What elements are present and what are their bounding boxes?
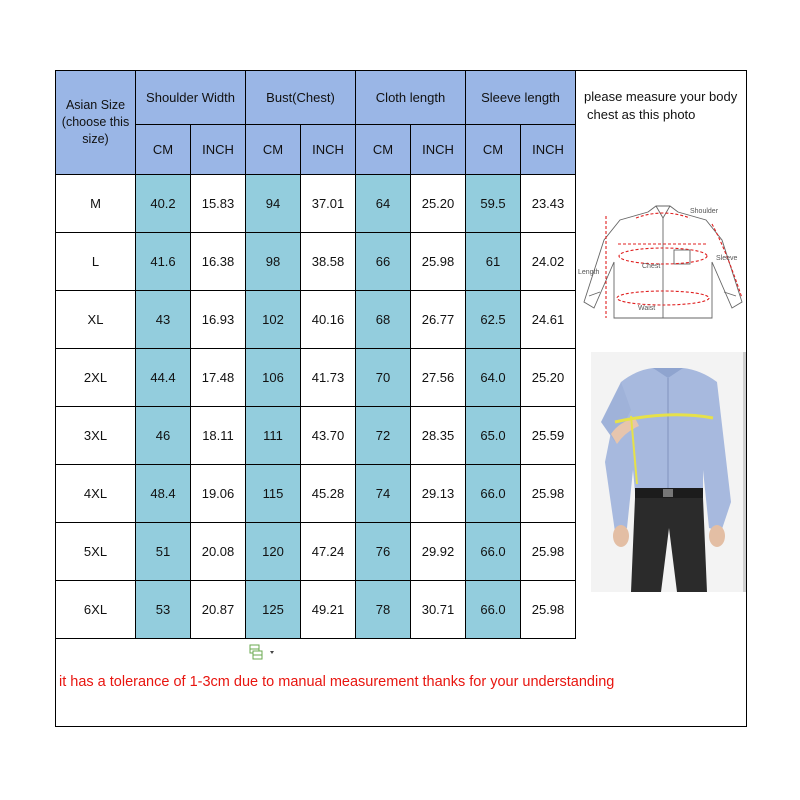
- size-rows: [56, 175, 576, 639]
- diagram-label-chest: Chest: [642, 263, 661, 270]
- measurement-cell: 45.28: [301, 465, 356, 523]
- measurement-cell: 27.56: [411, 349, 466, 407]
- table-row: [56, 175, 576, 233]
- measurement-cell: 78: [356, 581, 411, 639]
- measurement-cell: 20.87: [191, 581, 246, 639]
- instruction-line: chest as this photo: [587, 107, 696, 122]
- unit-header: CM: [356, 125, 411, 175]
- measurement-cell: 29.92: [411, 523, 466, 581]
- table-row: [56, 291, 576, 349]
- measurement-cell: 66.0: [466, 581, 521, 639]
- measurement-cell: 62.5: [466, 291, 521, 349]
- size-label-cell: 6XL: [56, 581, 136, 639]
- measurement-cell: 29.13: [411, 465, 466, 523]
- measurement-cell: 51: [136, 523, 191, 581]
- measurement-cell: 47.24: [301, 523, 356, 581]
- measurement-cell: 102: [246, 291, 301, 349]
- measurement-cell: 16.93: [191, 291, 246, 349]
- measurement-cell: 66.0: [466, 523, 521, 581]
- measurement-cell: 30.71: [411, 581, 466, 639]
- measure-instructions: [584, 88, 749, 124]
- measurement-cell: 48.4: [136, 465, 191, 523]
- table-row: [56, 465, 576, 523]
- size-label-cell: 2XL: [56, 349, 136, 407]
- measurement-cell: 43: [136, 291, 191, 349]
- measurement-cell: 40.16: [301, 291, 356, 349]
- measurement-cell: 20.08: [191, 523, 246, 581]
- measurement-cell: 25.98: [521, 581, 576, 639]
- measurement-cell: 68: [356, 291, 411, 349]
- chest-measurement-photo: [591, 352, 746, 592]
- measurement-cell: 24.02: [521, 233, 576, 291]
- shirt-measurement-diagram: [576, 200, 748, 330]
- measurement-cell: 125: [246, 581, 301, 639]
- size-header-line: Asian Size: [65, 98, 126, 112]
- measurement-cell: 38.58: [301, 233, 356, 291]
- group-header-sleeve: Sleeve length: [466, 71, 576, 125]
- measurement-cell: 64: [356, 175, 411, 233]
- table-row: [56, 349, 576, 407]
- measurement-cell: 41.73: [301, 349, 356, 407]
- size-label-cell: M: [56, 175, 136, 233]
- measurement-cell: 64.0: [466, 349, 521, 407]
- measurement-cell: 44.4: [136, 349, 191, 407]
- measurement-cell: 53: [136, 581, 191, 639]
- measurement-cell: 66: [356, 233, 411, 291]
- measurement-cell: 25.20: [521, 349, 576, 407]
- table-row: [56, 581, 576, 639]
- size-label-cell: XL: [56, 291, 136, 349]
- measurement-cell: 49.21: [301, 581, 356, 639]
- unit-header: CM: [466, 125, 521, 175]
- unit-header: CM: [136, 125, 191, 175]
- size-column-header: [56, 71, 136, 175]
- measurement-cell: 65.0: [466, 407, 521, 465]
- measurement-cell: 76: [356, 523, 411, 581]
- unit-header: INCH: [521, 125, 576, 175]
- measurement-cell: 41.6: [136, 233, 191, 291]
- paste-options-icon[interactable]: [249, 643, 277, 661]
- measurement-cell: 25.98: [521, 523, 576, 581]
- measurement-cell: 25.98: [411, 233, 466, 291]
- measurement-cell: 72: [356, 407, 411, 465]
- measurement-cell: 37.01: [301, 175, 356, 233]
- measurement-cell: 61: [466, 233, 521, 291]
- unit-header: INCH: [301, 125, 356, 175]
- size-label-cell: 5XL: [56, 523, 136, 581]
- table-row: [56, 407, 576, 465]
- measurement-cell: 66.0: [466, 465, 521, 523]
- table-row: [56, 523, 576, 581]
- measurement-cell: 25.59: [521, 407, 576, 465]
- group-header-shoulder: Shoulder Width: [136, 71, 246, 125]
- size-label-cell: L: [56, 233, 136, 291]
- unit-header: INCH: [411, 125, 466, 175]
- measurement-cell: 46: [136, 407, 191, 465]
- measurement-cell: 17.48: [191, 349, 246, 407]
- unit-header: CM: [246, 125, 301, 175]
- measurement-cell: 94: [246, 175, 301, 233]
- size-header-line: (choose this: [61, 115, 130, 129]
- unit-header: INCH: [191, 125, 246, 175]
- measurement-cell: 28.35: [411, 407, 466, 465]
- group-header-cloth-length: Cloth length: [356, 71, 466, 125]
- measurement-cell: 59.5: [466, 175, 521, 233]
- measurement-cell: 23.43: [521, 175, 576, 233]
- measurement-cell: 40.2: [136, 175, 191, 233]
- diagram-label-sleeve: Sleeve: [716, 255, 738, 262]
- size-label-cell: 3XL: [56, 407, 136, 465]
- tolerance-note: it has a tolerance of 1-3cm due to manual measurement thanks for your understanding: [59, 674, 615, 690]
- measurement-cell: 70: [356, 349, 411, 407]
- measurement-cell: 25.98: [521, 465, 576, 523]
- size-label-cell: 4XL: [56, 465, 136, 523]
- measurement-cell: 19.06: [191, 465, 246, 523]
- measurement-cell: 16.38: [191, 233, 246, 291]
- measurement-cell: 15.83: [191, 175, 246, 233]
- measurement-cell: 43.70: [301, 407, 356, 465]
- measurement-cell: 74: [356, 465, 411, 523]
- diagram-label-shoulder: Shoulder: [690, 208, 719, 215]
- group-header-bust: Bust(Chest): [246, 71, 356, 125]
- diagram-label-waist: Waist: [638, 305, 656, 312]
- size-chart-table: [55, 70, 576, 639]
- measurement-cell: 115: [246, 465, 301, 523]
- measurement-cell: 111: [246, 407, 301, 465]
- size-header-line: size): [82, 132, 109, 146]
- measurement-cell: 26.77: [411, 291, 466, 349]
- instruction-line: please measure your body: [584, 89, 738, 104]
- measurement-cell: 25.20: [411, 175, 466, 233]
- measurement-cell: 18.11: [191, 407, 246, 465]
- measurement-cell: 98: [246, 233, 301, 291]
- measurement-cell: 24.61: [521, 291, 576, 349]
- measurement-cell: 120: [246, 523, 301, 581]
- table-row: [56, 233, 576, 291]
- diagram-label-length: Length: [578, 269, 600, 276]
- measurement-cell: 106: [246, 349, 301, 407]
